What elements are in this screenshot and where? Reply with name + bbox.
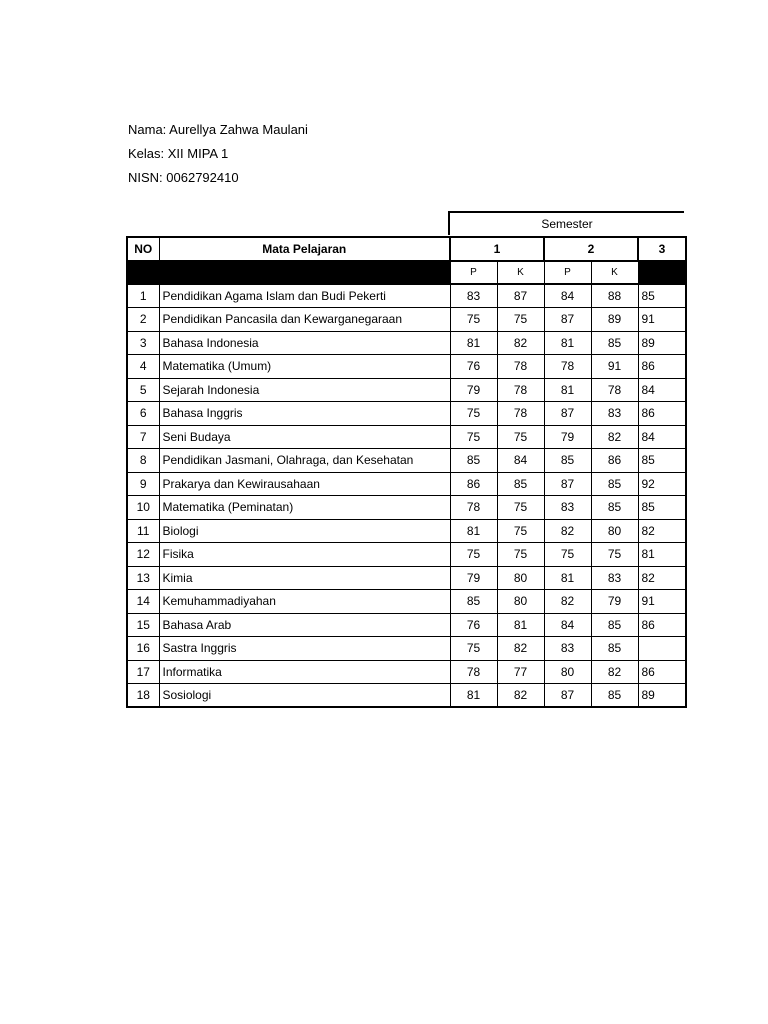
sem3-cell: 86 — [638, 613, 686, 637]
subject-cell: Sejarah Indonesia — [159, 378, 450, 402]
sem1-k-cell: 75 — [497, 519, 544, 543]
no-header: NO — [127, 237, 159, 261]
table-row — [127, 613, 686, 637]
subject-cell: Biologi — [159, 519, 450, 543]
subject-cell: Kimia — [159, 566, 450, 590]
sem2-p-cell: 78 — [544, 355, 591, 379]
sem1-p-cell: 75 — [450, 637, 497, 661]
sem3-cell: 91 — [638, 590, 686, 614]
sem1-k-cell: 75 — [497, 496, 544, 520]
sem1-p-cell: 81 — [450, 684, 497, 708]
sem3-cell — [638, 637, 686, 661]
sem1-k-cell: 82 — [497, 684, 544, 708]
sem2-p-cell: 83 — [544, 496, 591, 520]
sem1-k-cell: 80 — [497, 566, 544, 590]
table-row — [127, 684, 686, 708]
sem2-p-cell: 87 — [544, 472, 591, 496]
sem1-p-cell: 76 — [450, 613, 497, 637]
sem2-p-cell: 81 — [544, 566, 591, 590]
sem1-k-cell: 78 — [497, 378, 544, 402]
sem2-p-cell: 85 — [544, 449, 591, 473]
sem2-p-cell: 87 — [544, 402, 591, 426]
sem3-cell: 81 — [638, 543, 686, 567]
table-row — [127, 425, 686, 449]
sem1-p-cell: 75 — [450, 543, 497, 567]
table-row — [127, 378, 686, 402]
sem2-p-cell: 84 — [544, 613, 591, 637]
sem2-p-cell: 80 — [544, 660, 591, 684]
sem3-cell: 89 — [638, 684, 686, 708]
table-row — [127, 331, 686, 355]
sem3-cell: 86 — [638, 660, 686, 684]
sem2-k-cell: 88 — [591, 284, 638, 308]
sem2-k-cell: 85 — [591, 684, 638, 708]
row-number-cell: 13 — [127, 566, 159, 590]
sem2-p-cell: 75 — [544, 543, 591, 567]
table-row — [127, 472, 686, 496]
table-row — [127, 590, 686, 614]
sem2-k-cell: 78 — [591, 378, 638, 402]
row-number-cell: 7 — [127, 425, 159, 449]
row-number-cell: 15 — [127, 613, 159, 637]
grades-table — [126, 236, 687, 708]
sem2-k-cell: 86 — [591, 449, 638, 473]
sem2-k-cell: 85 — [591, 331, 638, 355]
student-class: Kelas: XII MIPA 1 — [128, 146, 229, 161]
table-row — [127, 519, 686, 543]
sem2-k-cell: 85 — [591, 496, 638, 520]
table-row — [127, 355, 686, 379]
sem1-k-cell: 78 — [497, 355, 544, 379]
table-row — [127, 496, 686, 520]
row-number-cell: 1 — [127, 284, 159, 308]
sem2-p-cell: 82 — [544, 590, 591, 614]
sem1-k-cell: 85 — [497, 472, 544, 496]
sem3-cell: 84 — [638, 425, 686, 449]
subject-cell: Bahasa Arab — [159, 613, 450, 637]
subject-cell: Pendidikan Pancasila dan Kewarganegaraan — [159, 308, 450, 332]
sem3-cell: 84 — [638, 378, 686, 402]
row-number-cell: 2 — [127, 308, 159, 332]
subheader-p-cell: P — [544, 261, 591, 285]
row-number-cell: 5 — [127, 378, 159, 402]
sem1-p-cell: 76 — [450, 355, 497, 379]
sem1-p-cell: 81 — [450, 331, 497, 355]
sem1-p-cell: 79 — [450, 566, 497, 590]
semester-header: Semester — [448, 211, 684, 235]
subheader-p-cell: P — [450, 261, 497, 285]
table-row — [127, 402, 686, 426]
sem2-k-cell: 85 — [591, 637, 638, 661]
subject-cell: Informatika — [159, 660, 450, 684]
sem1-k-cell: 82 — [497, 637, 544, 661]
table-row — [127, 449, 686, 473]
row-number-cell: 10 — [127, 496, 159, 520]
sem2-p-cell: 82 — [544, 519, 591, 543]
sem1-k-cell: 87 — [497, 284, 544, 308]
row-number-cell: 14 — [127, 590, 159, 614]
subject-cell: Bahasa Inggris — [159, 402, 450, 426]
sem3-cell: 82 — [638, 519, 686, 543]
student-nisn: NISN: 0062792410 — [128, 170, 239, 185]
subheader-k-cell: K — [591, 261, 638, 285]
sem1-k-cell: 84 — [497, 449, 544, 473]
student-name: Nama: Aurellya Zahwa Maulani — [128, 122, 308, 137]
sem1-p-cell: 79 — [450, 378, 497, 402]
subject-cell: Fisika — [159, 543, 450, 567]
sem2-k-cell: 91 — [591, 355, 638, 379]
row-number-cell: 11 — [127, 519, 159, 543]
semester-3-header: 3 — [638, 237, 686, 261]
sem1-k-cell: 80 — [497, 590, 544, 614]
sem3-cell: 85 — [638, 496, 686, 520]
subject-cell: Sastra Inggris — [159, 637, 450, 661]
sem2-p-cell: 81 — [544, 378, 591, 402]
sem2-k-cell: 79 — [591, 590, 638, 614]
table-row — [127, 543, 686, 567]
subheader-blank-cell — [159, 261, 450, 285]
sem2-k-cell: 83 — [591, 402, 638, 426]
sem1-p-cell: 75 — [450, 308, 497, 332]
sem1-p-cell: 78 — [450, 660, 497, 684]
sem3-cell: 86 — [638, 402, 686, 426]
sem1-p-cell: 85 — [450, 449, 497, 473]
sem2-k-cell: 85 — [591, 472, 638, 496]
sem2-k-cell: 89 — [591, 308, 638, 332]
table-row — [127, 284, 686, 308]
sem1-k-cell: 75 — [497, 425, 544, 449]
sem2-k-cell: 80 — [591, 519, 638, 543]
subject-header: Mata Pelajaran — [159, 237, 450, 261]
subheader-blank-cell — [127, 261, 159, 285]
row-number-cell: 16 — [127, 637, 159, 661]
subheader-row — [127, 261, 686, 285]
sem2-k-cell: 75 — [591, 543, 638, 567]
sem1-k-cell: 82 — [497, 331, 544, 355]
sem3-cell: 92 — [638, 472, 686, 496]
table-row — [127, 637, 686, 661]
row-number-cell: 17 — [127, 660, 159, 684]
sem1-k-cell: 77 — [497, 660, 544, 684]
subject-cell: Sosiologi — [159, 684, 450, 708]
subject-cell: Prakarya dan Kewirausahaan — [159, 472, 450, 496]
row-number-cell: 3 — [127, 331, 159, 355]
sem2-k-cell: 83 — [591, 566, 638, 590]
sem2-p-cell: 87 — [544, 308, 591, 332]
row-number-cell: 12 — [127, 543, 159, 567]
table-row — [127, 660, 686, 684]
sem1-p-cell: 83 — [450, 284, 497, 308]
sem3-cell: 89 — [638, 331, 686, 355]
sem1-p-cell: 78 — [450, 496, 497, 520]
row-number-cell: 4 — [127, 355, 159, 379]
sem2-p-cell: 81 — [544, 331, 591, 355]
subheader-blank-cell — [638, 261, 686, 285]
sem3-cell: 85 — [638, 284, 686, 308]
sem2-k-cell: 82 — [591, 660, 638, 684]
sem1-p-cell: 75 — [450, 425, 497, 449]
table-row — [127, 308, 686, 332]
sem3-cell: 86 — [638, 355, 686, 379]
sem2-p-cell: 83 — [544, 637, 591, 661]
sem3-cell: 85 — [638, 449, 686, 473]
sem1-k-cell: 75 — [497, 543, 544, 567]
sem1-p-cell: 86 — [450, 472, 497, 496]
sem2-p-cell: 87 — [544, 684, 591, 708]
row-number-cell: 18 — [127, 684, 159, 708]
semester-2-header: 2 — [544, 237, 638, 261]
sem1-k-cell: 78 — [497, 402, 544, 426]
row-number-cell: 8 — [127, 449, 159, 473]
subject-cell: Matematika (Umum) — [159, 355, 450, 379]
sem2-k-cell: 85 — [591, 613, 638, 637]
table-body — [127, 284, 686, 707]
subject-cell: Kemuhammadiyahan — [159, 590, 450, 614]
sem2-k-cell: 82 — [591, 425, 638, 449]
subheader-k-cell: K — [497, 261, 544, 285]
sem1-p-cell: 81 — [450, 519, 497, 543]
sem2-p-cell: 84 — [544, 284, 591, 308]
row-number-cell: 9 — [127, 472, 159, 496]
subject-cell: Seni Budaya — [159, 425, 450, 449]
header-row — [127, 237, 686, 261]
subject-cell: Matematika (Peminatan) — [159, 496, 450, 520]
sem1-k-cell: 81 — [497, 613, 544, 637]
sem1-k-cell: 75 — [497, 308, 544, 332]
sem2-p-cell: 79 — [544, 425, 591, 449]
semester-1-header: 1 — [450, 237, 544, 261]
row-number-cell: 6 — [127, 402, 159, 426]
sem3-cell: 91 — [638, 308, 686, 332]
sem1-p-cell: 75 — [450, 402, 497, 426]
subject-cell: Pendidikan Jasmani, Olahraga, dan Kesehatan — [159, 449, 450, 473]
sem1-p-cell: 85 — [450, 590, 497, 614]
sem3-cell: 82 — [638, 566, 686, 590]
subject-cell: Bahasa Indonesia — [159, 331, 450, 355]
subject-cell: Pendidikan Agama Islam dan Budi Pekerti — [159, 284, 450, 308]
table-row — [127, 566, 686, 590]
